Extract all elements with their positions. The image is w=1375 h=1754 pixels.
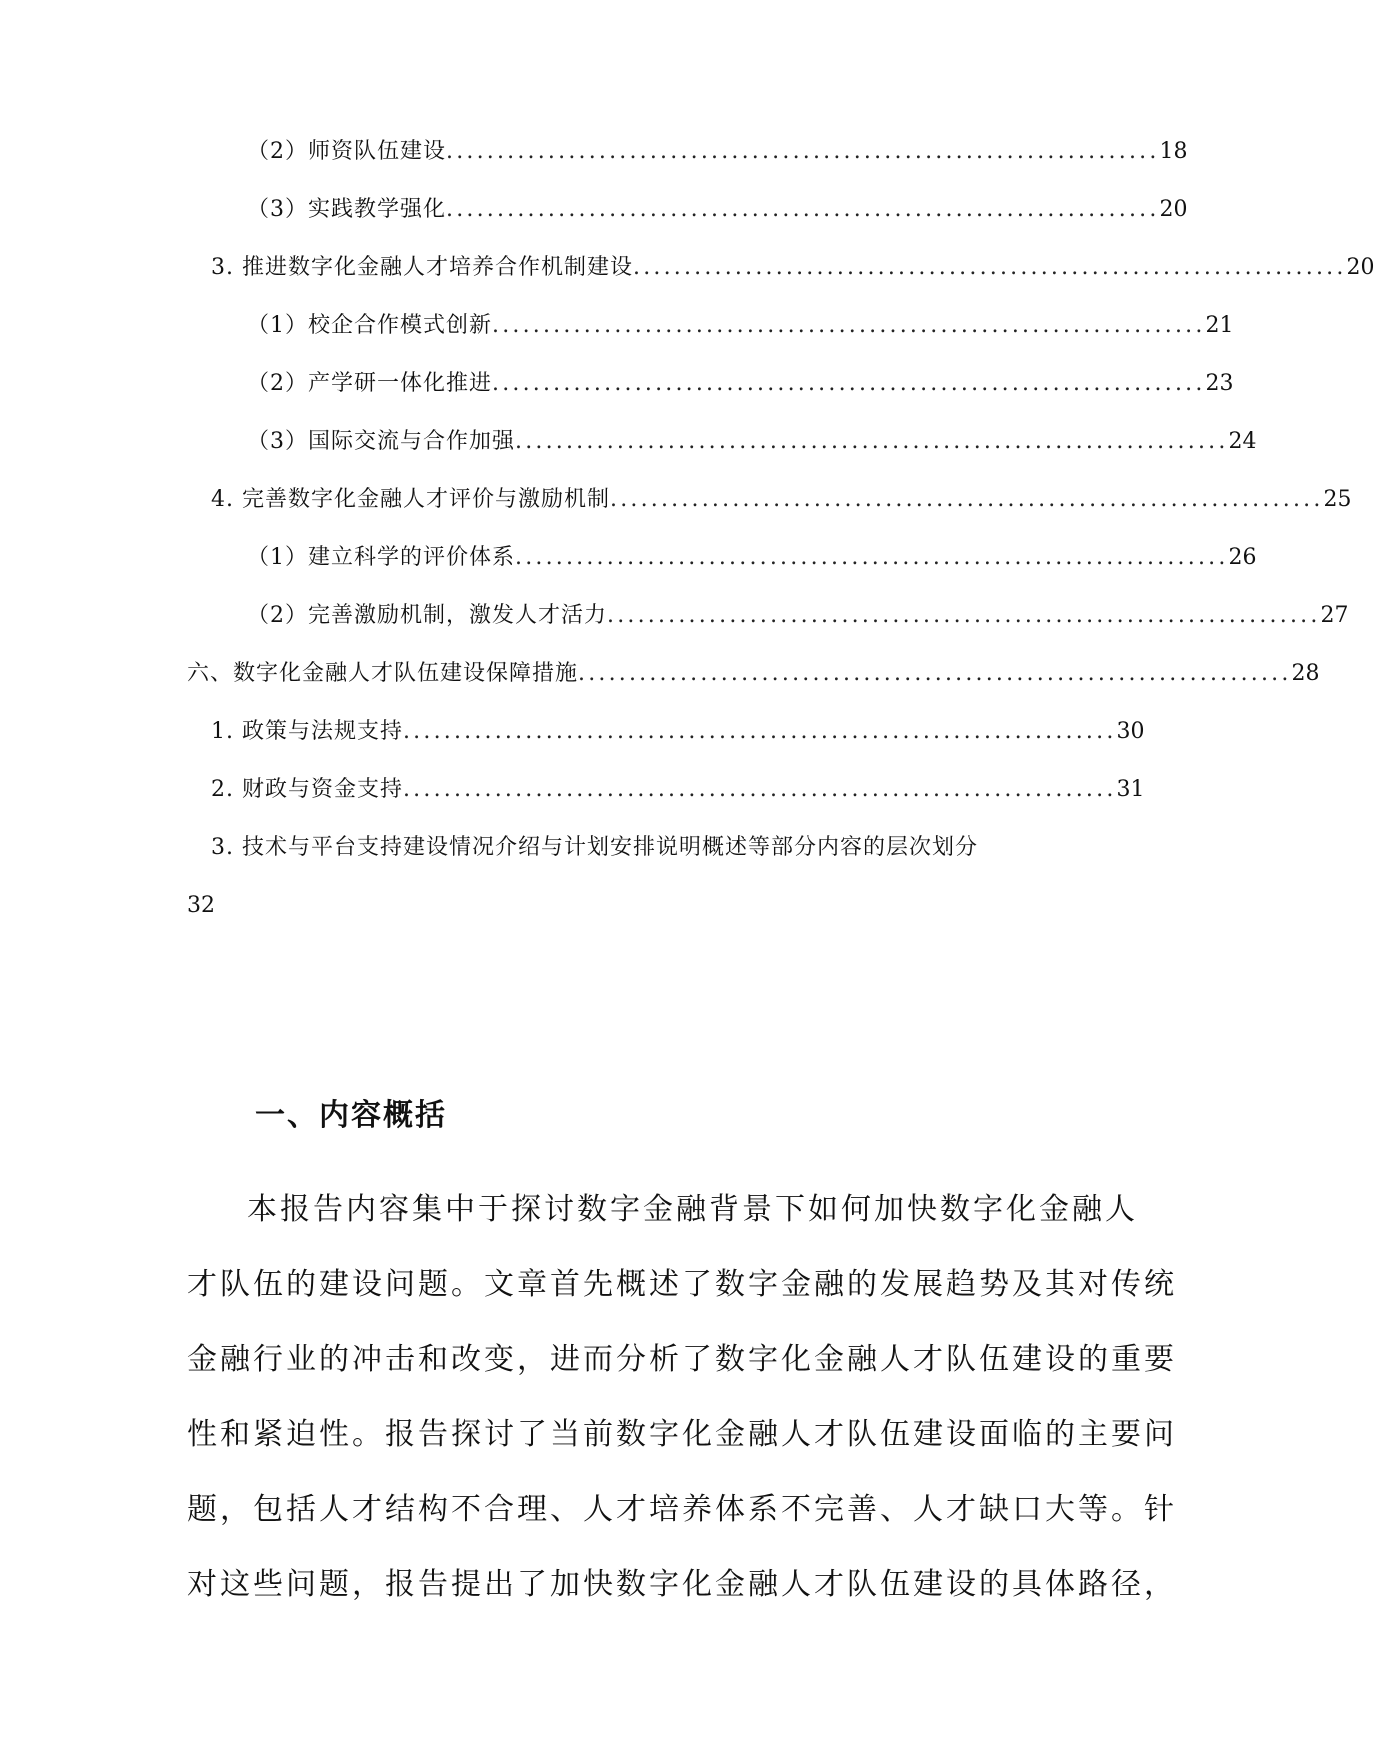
paragraph-line: 对这些问题，报告提出了加快数字化金融人才队伍建设的具体路径，: [187, 1567, 1177, 1602]
toc-leader-dots: ......................................................................: [610, 487, 1324, 512]
toc-entry-label: （2）产学研一体化推进: [247, 371, 492, 396]
toc-entry[interactable]: [247, 309, 1234, 343]
paragraph-line: 才队伍的建设问题。文章首先概述了数字金融的发展趋势及其对传统: [187, 1267, 1177, 1302]
paragraph-line: 本报告内容集中于探讨数字金融背景下如何加快数字化金融人: [247, 1192, 1138, 1227]
toc-page-number: 21: [1205, 313, 1234, 338]
toc-page-number: 25: [1323, 487, 1352, 512]
toc-entry[interactable]: [211, 483, 1352, 517]
toc-entry-label: （2）完善激励机制，激发人才活力: [247, 603, 607, 628]
toc-entry[interactable]: [247, 193, 1188, 227]
toc-page-number: 18: [1159, 139, 1188, 164]
toc-entry-label: （2）师资队伍建设: [247, 139, 446, 164]
toc-leader-dots: ......................................................................: [607, 603, 1321, 628]
toc-leader-dots: ......................................................................: [515, 545, 1229, 570]
section-heading: 一、内容概括: [255, 1098, 447, 1133]
toc-leader-dots: ......................................................................: [446, 139, 1160, 164]
toc-entry[interactable]: [247, 425, 1257, 459]
toc-page-number: 26: [1228, 545, 1257, 570]
toc-entry-label: 4. 完善数字化金融人才评价与激励机制: [211, 487, 610, 512]
toc-page-number: 31: [1116, 777, 1145, 802]
toc-leader-dots: ......................................................................: [492, 371, 1206, 396]
toc-entry[interactable]: [187, 657, 1320, 691]
toc-entry-label: （3）实践教学强化: [247, 197, 446, 222]
toc-entry-label: （1）校企合作模式创新: [247, 313, 492, 338]
toc-page-number: 24: [1228, 429, 1257, 454]
toc-entry[interactable]: [211, 251, 1375, 285]
toc-entry-wrapped[interactable]: [211, 831, 1071, 865]
toc-leader-dots: ......................................................................: [492, 313, 1206, 338]
section-paragraph: [187, 1172, 1177, 1622]
toc-page-number: 30: [1116, 719, 1145, 744]
toc-entry-label: （3）国际交流与合作加强: [247, 429, 515, 454]
toc-leader-dots: ......................................................................: [402, 777, 1117, 802]
toc-leader-dots: ......................................................................: [402, 719, 1117, 744]
toc-entry-label: （1）建立科学的评价体系: [247, 545, 515, 570]
toc-entry[interactable]: [247, 541, 1257, 575]
toc-leader-dots: ......................................................................: [578, 661, 1292, 686]
toc-entry-label: 六、数字化金融人才队伍建设保障措施: [187, 661, 579, 686]
toc-page-number: 32: [187, 893, 215, 918]
toc-entry[interactable]: [211, 773, 1145, 807]
toc-entry-label: 2. 财政与资金支持: [211, 777, 403, 802]
toc-entry-label: 3. 技术与平台支持建设情况介绍与计划安排说明概述等部分内容的层次划分: [211, 835, 978, 860]
toc-page-number: 27: [1320, 603, 1349, 628]
paragraph-line: 题，包括人才结构不合理、人才培养体系不完善、人才缺口大等。针: [187, 1492, 1177, 1527]
toc-entry-label: 3. 推进数字化金融人才培养合作机制建设: [211, 255, 633, 280]
paragraph-line: 性和紧迫性。报告探讨了当前数字化金融人才队伍建设面临的主要问: [187, 1417, 1177, 1452]
toc-page-number: 20: [1346, 255, 1375, 280]
toc-entry-label: 1. 政策与法规支持: [211, 719, 403, 744]
toc-leader-dots: ......................................................................: [633, 255, 1347, 280]
toc-page-number: 28: [1291, 661, 1320, 686]
toc-leader-dots: ......................................................................: [446, 197, 1160, 222]
toc-entry[interactable]: [247, 135, 1188, 169]
toc-page-number: 23: [1205, 371, 1234, 396]
toc-leader-dots: ......................................................................: [515, 429, 1229, 454]
toc-page-number: 20: [1159, 197, 1188, 222]
toc-entry[interactable]: [247, 599, 1349, 633]
toc-entry[interactable]: [247, 367, 1234, 401]
toc-entry[interactable]: [211, 715, 1145, 749]
paragraph-line: 金融行业的冲击和改变，进而分析了数字化金融人才队伍建设的重要: [187, 1342, 1177, 1377]
